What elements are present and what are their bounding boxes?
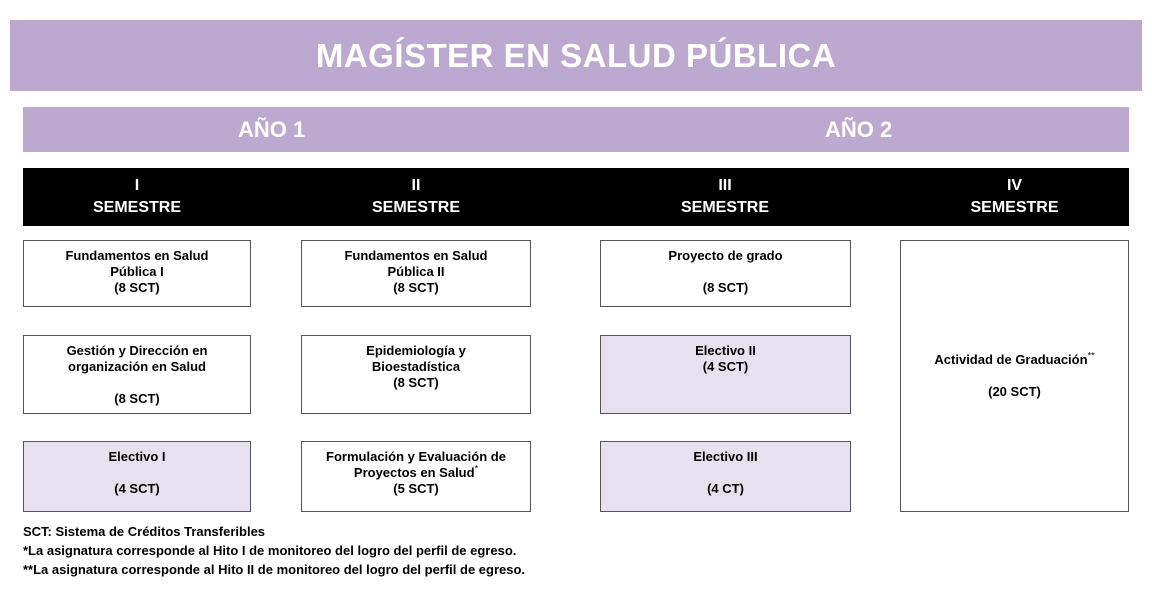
course-credits: (8 SCT) — [114, 391, 160, 406]
course-name: Actividad de Graduación — [934, 352, 1088, 367]
semester-3-header — [600, 168, 850, 226]
year-2-label: AÑO 2 — [825, 116, 893, 142]
course-name: Fundamentos en Salud — [344, 248, 488, 263]
course-name: Proyecto de grado — [668, 248, 783, 263]
elective-course-card — [600, 441, 851, 512]
semester-header-bar — [23, 168, 1129, 226]
course-credits: (4 SCT) — [702, 359, 749, 374]
semester-numeral: II — [411, 177, 421, 194]
course-card — [301, 240, 531, 307]
semester-label: SEMESTRE — [970, 199, 1059, 216]
program-title: MAGÍSTER EN SALUD PÚBLICA — [10, 20, 1142, 91]
course-credits: (20 SCT) — [988, 384, 1041, 399]
footnote: *La asignatura corresponde al Hito I de monitoreo del logro del perfil de egreso. — [23, 543, 517, 558]
semester-numeral: III — [718, 177, 732, 194]
course-card — [301, 441, 531, 512]
footnote-mark: ** — [1087, 350, 1095, 361]
course-card — [301, 335, 531, 414]
footnote-mark: * — [474, 463, 479, 474]
course-credits: (4 CT) — [707, 481, 744, 496]
course-card — [23, 240, 251, 307]
course-name-line — [934, 352, 1094, 368]
course-name: Gestión y Dirección en — [66, 343, 208, 358]
course-name: Electivo II — [695, 343, 756, 358]
semester-2-header — [301, 168, 531, 226]
year-header-bar — [23, 107, 1129, 152]
semester-label: SEMESTRE — [371, 199, 460, 216]
course-credits: (5 SCT) — [393, 481, 439, 496]
course-credits: (8 SCT) — [393, 375, 439, 390]
elective-course-card — [600, 335, 851, 414]
semester-label: SEMESTRE — [680, 199, 769, 216]
semester-4-header — [900, 168, 1129, 226]
graduation-activity-card — [900, 240, 1129, 512]
elective-course-card — [23, 441, 251, 512]
course-credits: (4 SCT) — [114, 481, 160, 496]
semester-numeral: IV — [1006, 177, 1023, 194]
course-name: Electivo I — [108, 449, 166, 464]
course-name: Pública II — [387, 264, 445, 279]
course-name: organización en Salud — [68, 359, 206, 374]
footnotes — [23, 522, 823, 579]
year-1-label: AÑO 1 — [238, 116, 306, 142]
course-card — [600, 240, 851, 307]
course-credits: (8 SCT) — [393, 280, 439, 295]
course-name: Proyectos en Salud — [353, 465, 475, 480]
footnote: **La asignatura corresponde al Hito II de monitoreo del logro del perfil de egreso. — [23, 562, 526, 577]
course-name: Fundamentos en Salud — [65, 248, 209, 263]
course-credits: (8 SCT) — [114, 280, 160, 295]
course-name: Bioestadística — [371, 359, 461, 374]
course-name-line — [308, 465, 524, 481]
semester-1-header — [23, 168, 251, 226]
semester-numeral: I — [134, 177, 140, 194]
semester-label: SEMESTRE — [92, 199, 181, 216]
course-name: Epidemiología y — [366, 343, 466, 358]
course-credits: (8 SCT) — [702, 280, 749, 295]
course-name: Pública I — [110, 264, 164, 279]
course-name: Electivo III — [693, 449, 758, 464]
footnote: SCT: Sistema de Créditos Transferibles — [23, 524, 266, 539]
course-name: Formulación y Evaluación de — [326, 449, 506, 464]
course-card — [23, 335, 251, 414]
